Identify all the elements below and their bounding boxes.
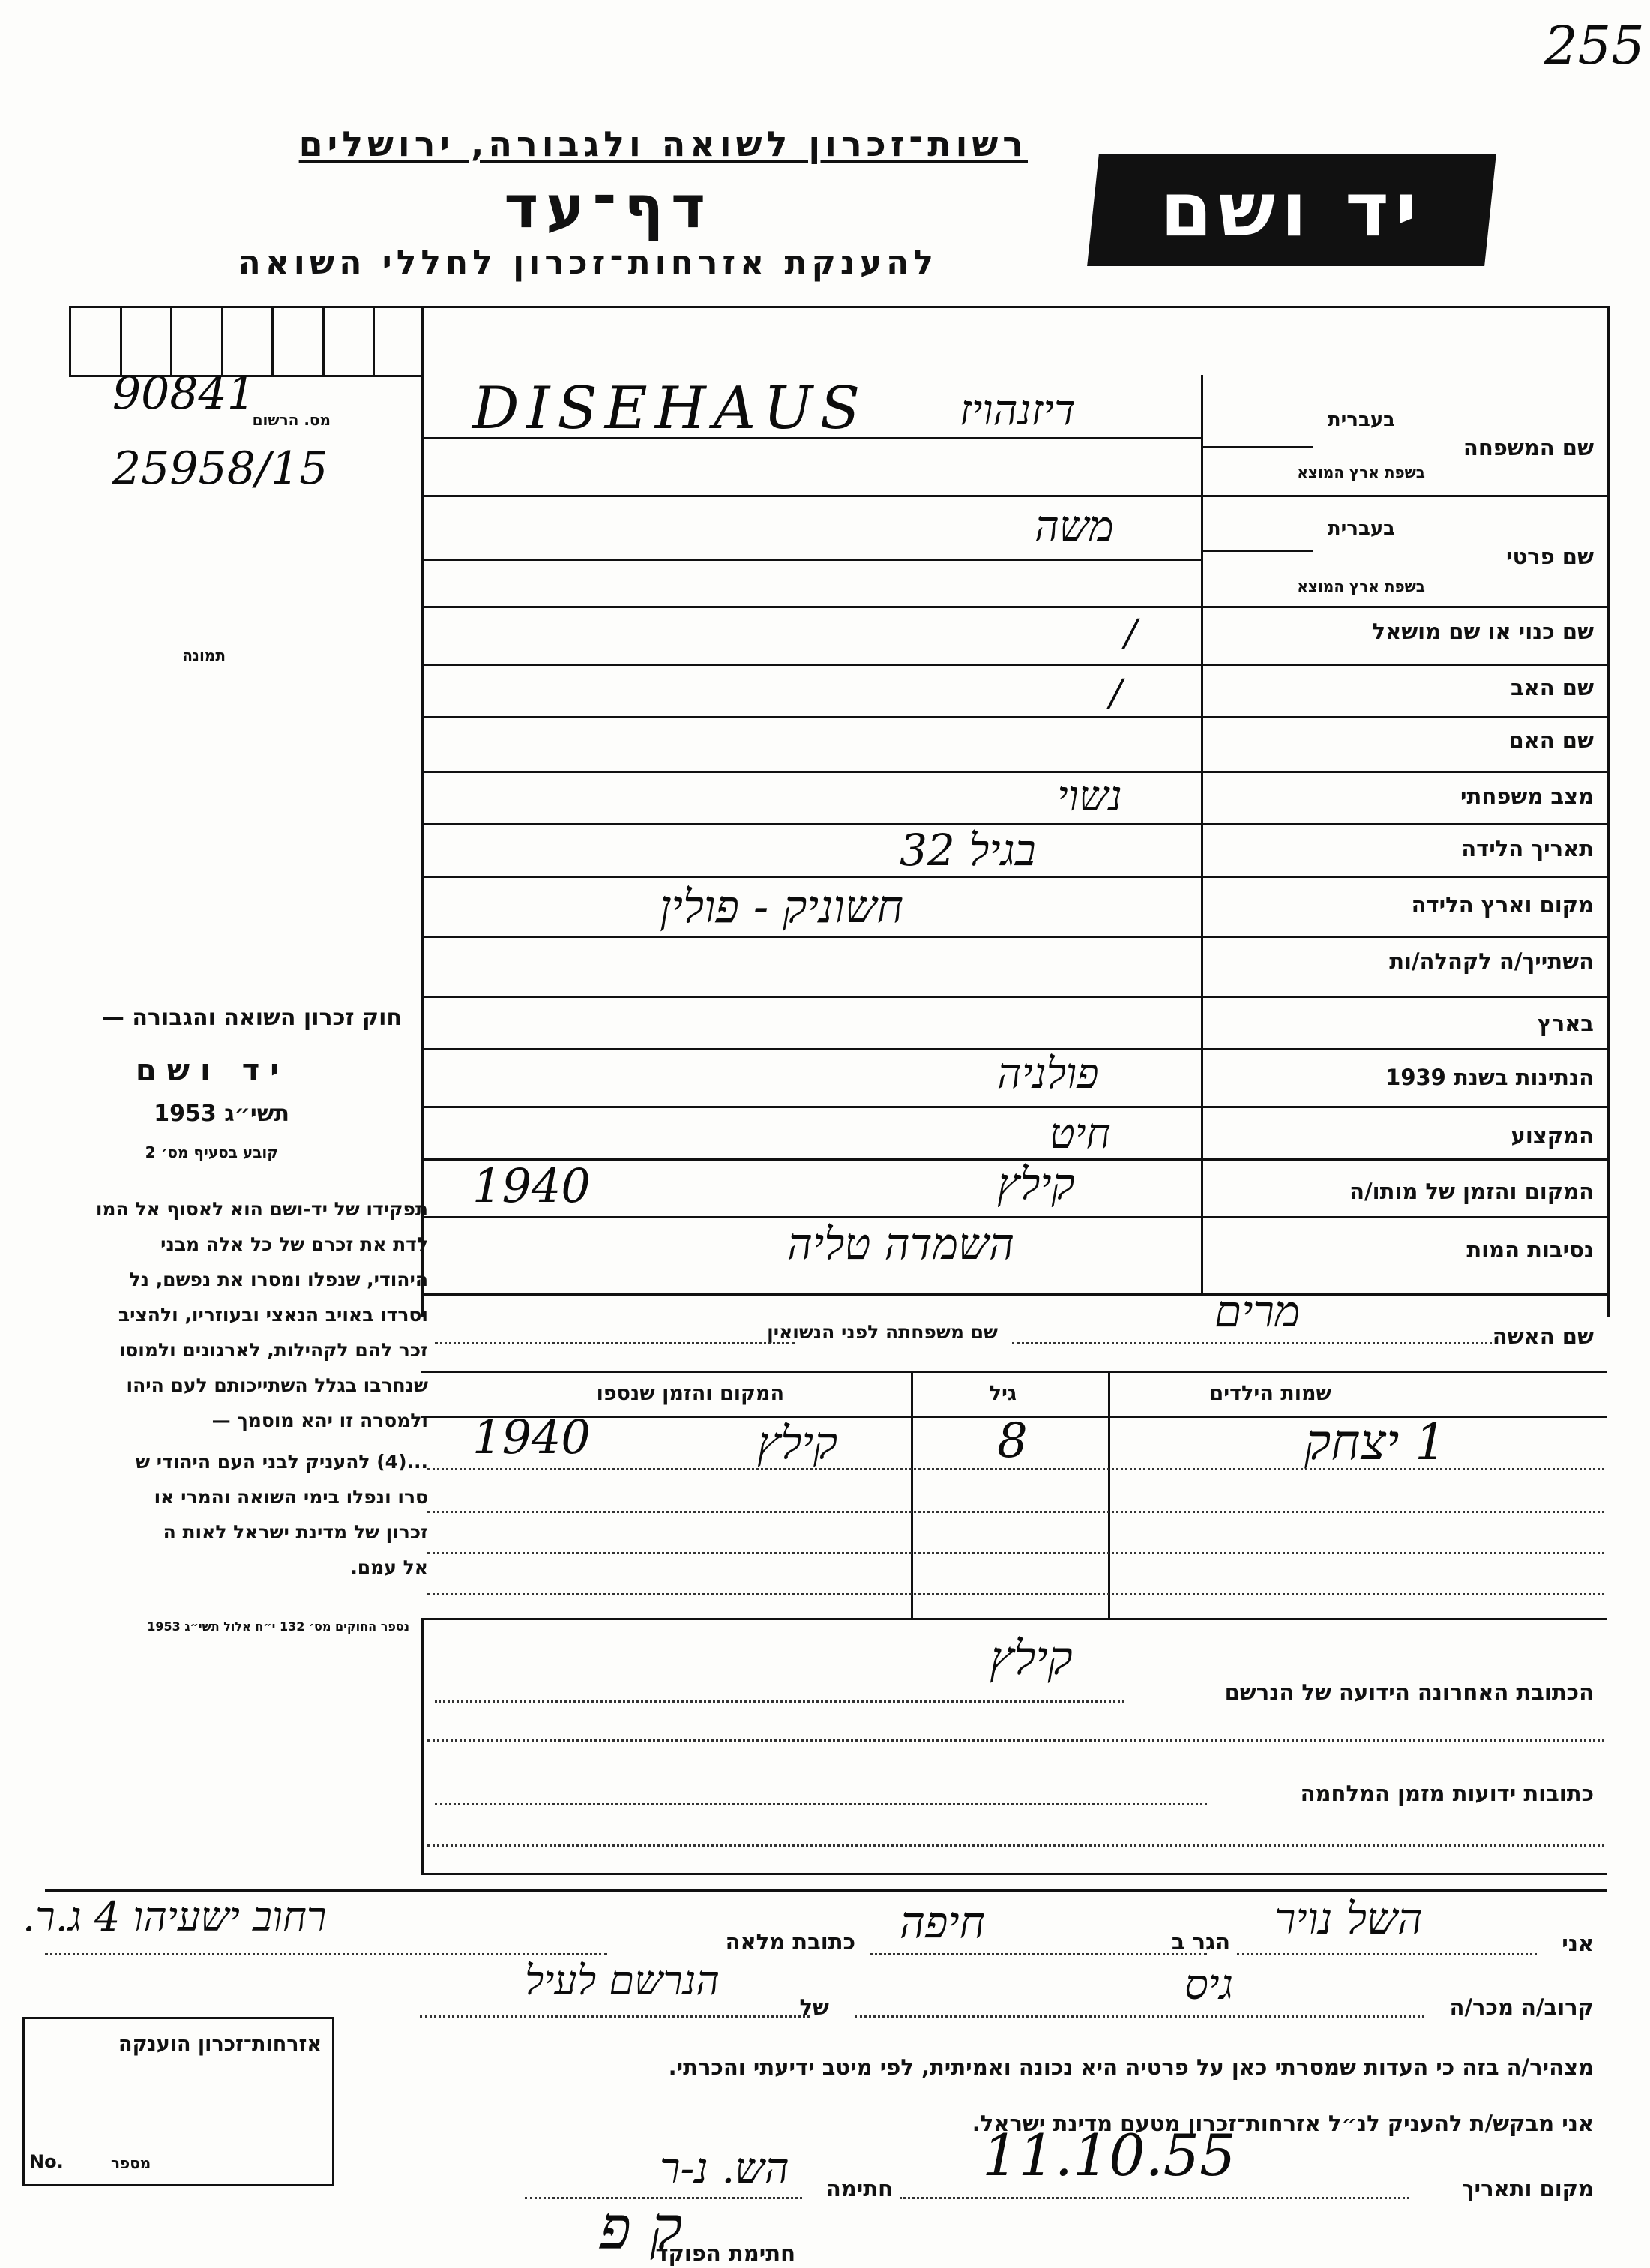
page-number: 255 xyxy=(1544,15,1645,76)
declarant-address: רחוב ישעיהו 4 ג.ר. xyxy=(22,1893,327,1940)
law-text-line: שנחרבו בגלל השתייכותם לעם היהו xyxy=(126,1374,428,1396)
marital-status-value: נשוי xyxy=(1057,772,1122,821)
law-text-line: ולמסרה זו יהא מוסמך — xyxy=(211,1410,428,1431)
declarant-city: חיפה xyxy=(900,1897,985,1948)
certificate-number-label: מספר xyxy=(111,2154,151,2172)
occupation-value: חיט xyxy=(1050,1110,1111,1158)
declaration-text: מצהיר/ה בזה כי העדות שמסרתי כאן על פרטיה היא נכונה ואמיתית, לפי מיטב ידיעתי והכרתי. xyxy=(668,2054,1594,2080)
law-title: חוק זכרון השואה והגבורה — xyxy=(101,1005,402,1031)
certificate-number-latin: No. xyxy=(29,2151,64,2172)
relative-label: קרוב/ה מכר/ה xyxy=(1449,1994,1594,2020)
family-name-label: שם המשפחה xyxy=(1463,435,1594,460)
registration-label: מס. הרשום xyxy=(252,411,331,429)
declaration-date: 11.10.55 xyxy=(982,2122,1236,2189)
law-text-line: תפקידו של יד-ושם הוא לאסוף אל המו xyxy=(95,1198,428,1220)
family-name-hebrew-tag: בעברית xyxy=(1327,409,1395,431)
country-label: בארץ xyxy=(1537,1011,1594,1036)
war-addresses-label: כתובות ידועות מזמן המלחמה xyxy=(1300,1781,1594,1806)
place-date-label: מקום ותאריך xyxy=(1461,2176,1594,2201)
declarant-signature: הש. נ-ר xyxy=(660,2144,789,2193)
law-text-line: לדת את זכרם של כל אלה מבני xyxy=(160,1233,428,1255)
first-name-value: משה xyxy=(1035,502,1114,551)
first-name-label: שם פרטי xyxy=(1505,544,1594,569)
death-place-value: קילץ xyxy=(997,1158,1075,1209)
wife-name-label: שם האשה xyxy=(1492,1323,1594,1349)
declarant-name: השל נויר xyxy=(1274,1893,1424,1944)
law-footnote: נספר החוקים מס׳ 132 י״ח אלול תשי״ג 1953 xyxy=(147,1619,409,1634)
law-text-line: וסרדו באויב הנאצי ובעוזריו, ולהציב xyxy=(118,1304,428,1326)
last-address-label: הכתובת האחרונה הידועה של הנרשם xyxy=(1224,1679,1594,1705)
marital-status-label: מצב משפחתי xyxy=(1460,783,1594,809)
certificate-box xyxy=(22,2017,334,2186)
official-signature-label: חתימת הפוקד xyxy=(655,2240,795,2266)
child-death-place: קילץ xyxy=(757,1417,838,1470)
request-text: אני מבקש/ת להעניק לנ״ל אזרחות־זכרון מטעם מדינת ישראל. xyxy=(972,2111,1594,2136)
child-death-year: 1940 xyxy=(472,1410,591,1464)
declarant-i-label: אני xyxy=(1562,1931,1594,1956)
child-name: 1 יצחק xyxy=(1304,1413,1447,1471)
law-text-line: סרו ונפלו בימי השואה והמרי או xyxy=(154,1486,428,1508)
law-year: תשי״ג 1953 xyxy=(154,1101,289,1127)
family-name-origin-tag: בשפת ארץ המוצא xyxy=(1297,463,1425,481)
resides-label: הגר ב xyxy=(1171,1929,1230,1955)
last-address-value: קילץ xyxy=(990,1631,1073,1685)
death-place-time-label: המקום והזמן של מותו/ה xyxy=(1349,1179,1594,1204)
law-text-line: ...(4) להעניק לבני העם היהודי ש xyxy=(136,1451,428,1473)
alias-dash: / xyxy=(1124,611,1137,655)
yad-vashem-logo xyxy=(1087,154,1496,266)
law-text-line: זכרון של מדינת ישראל לאות ה xyxy=(163,1521,428,1543)
mother-name-label: שם האם xyxy=(1508,727,1594,753)
law-text-line: זכר להם לקהילות, לארגונים ולמוסו xyxy=(118,1339,428,1361)
of-value: הנרשם לעיל xyxy=(525,1957,720,2004)
official-signature-mark: ק פ xyxy=(600,2193,683,2263)
children-age-header: גיל xyxy=(989,1382,1017,1405)
wife-maiden-label: שם משפחתה לפני הנשואין xyxy=(767,1321,998,1343)
full-address-label: כתובת מלאה xyxy=(725,1929,855,1955)
death-cause-value: השמדה טליה xyxy=(787,1218,1015,1269)
family-name-hebrew: דיזנהויז xyxy=(960,386,1076,435)
death-year: 1940 xyxy=(472,1158,591,1213)
child-age: 8 xyxy=(997,1413,1028,1469)
clause-reference: קובע בסעיף מס׳ 2 xyxy=(145,1143,278,1161)
family-name-latin: DISEHAUS xyxy=(472,375,868,442)
citizenship-value: פולניה xyxy=(997,1050,1099,1098)
certificate-box-title: אזרחות־זכרון הוענקה xyxy=(118,2033,322,2056)
form-subtitle: להענקת אזרחות־זכרון לחללי השואה xyxy=(238,244,938,282)
photo-label: תמונה xyxy=(182,646,226,664)
of-label: של xyxy=(799,1994,829,2020)
registration-number: 90841 xyxy=(112,367,256,420)
birth-date-value: בגיל 32 xyxy=(900,825,1036,876)
occupation-label: המקצוע xyxy=(1511,1123,1594,1149)
children-place-header: המקום והזמן שנספו xyxy=(596,1382,784,1405)
children-names-header: שמות הילדים xyxy=(1209,1382,1331,1405)
law-text-line: היהודי, שנפלו ומסרו את נפשם, נל xyxy=(129,1269,428,1290)
father-dash: / xyxy=(1109,671,1122,715)
birth-place-value: חשוניק - פולין xyxy=(660,881,903,933)
alias-label: שם כנוי או שם מושאל xyxy=(1372,619,1594,644)
birth-date-label: תאריך הלידה xyxy=(1461,836,1594,861)
law-name: יד ושם xyxy=(135,1053,289,1088)
logo-text: יד ושם xyxy=(1160,166,1424,253)
law-text-line: אל עמם. xyxy=(350,1556,428,1578)
form-title: דף־עד xyxy=(504,174,713,241)
relation-value: גיס xyxy=(1184,1961,1234,2009)
death-cause-label: נסיבות המות xyxy=(1466,1237,1594,1263)
file-reference: 25958/15 xyxy=(112,442,328,495)
birth-place-label: מקום וארץ הלידה xyxy=(1411,892,1594,918)
institution-heading: רשות־זכרון לשואה ולגבורה, ירושלים xyxy=(298,124,1028,164)
community-label: השתייך/ה לקהלה/ות xyxy=(1389,948,1594,974)
citizenship-label: הנתינות בשנת 1939 xyxy=(1385,1065,1594,1090)
first-name-origin-tag: בשפת ארץ המוצא xyxy=(1297,577,1425,595)
signature-label: חתימה xyxy=(825,2176,893,2201)
wife-name-value: מרים xyxy=(1214,1286,1301,1337)
first-name-hebrew-tag: בעברית xyxy=(1327,517,1395,540)
father-name-label: שם האב xyxy=(1510,675,1594,700)
